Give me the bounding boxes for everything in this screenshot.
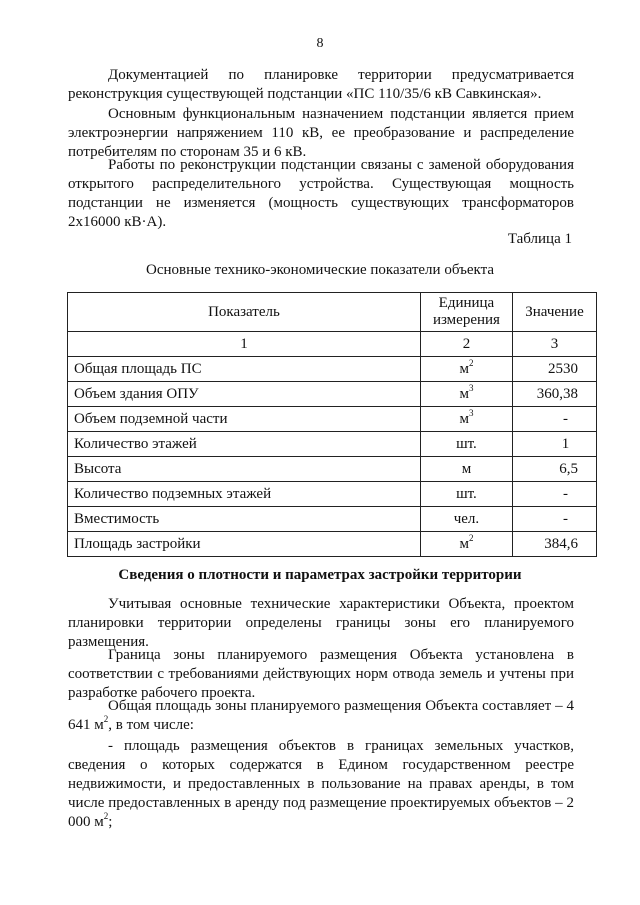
table-row xyxy=(68,457,597,482)
page-number: 8 xyxy=(316,36,324,51)
indicator-unit: $м^2$ xyxy=(420,532,512,557)
header-indicator: Показатель xyxy=(68,293,421,332)
indicator-value: - xyxy=(512,507,596,532)
table-row xyxy=(68,532,597,557)
table-label: Таблица 1 xyxy=(507,231,572,247)
indicator-name: Объем здания ОПУ xyxy=(68,382,421,407)
indicator-unit: чел. xyxy=(420,507,512,532)
indicator-unit: м xyxy=(420,457,512,482)
indicator-name: Общая площадь ПС xyxy=(68,357,421,382)
column-number: 1 xyxy=(68,332,421,357)
indicator-value: 1 xyxy=(512,432,596,457)
indicator-name: Площадь застройки xyxy=(68,532,421,557)
indicator-value: - xyxy=(512,407,596,432)
indicator-unit: $м^2$ xyxy=(420,357,512,382)
indicator-value: 2530 xyxy=(512,357,596,382)
indicator-name: Количество этажей xyxy=(68,432,421,457)
indicators-table xyxy=(67,292,597,557)
table-row xyxy=(68,507,597,532)
indicator-value: 384,6 xyxy=(512,532,596,557)
indicator-name: Количество подземных этажей xyxy=(68,482,421,507)
paragraph-3: Работы по реконструкции подстанции связаны с заменой оборудования открытого распределительного устройства. Существующая мощность подстанции не изменяется (мощность существующих трансформаторов 2х16000 кВ·А). xyxy=(68,157,574,230)
indicator-value: 6,5 xyxy=(512,457,596,482)
paragraph-6: Общая площадь зоны планируемого размещения Объекта составляет – 4 641 $м^2$, в том числе: xyxy=(68,698,574,733)
section-heading: Сведения о плотности и параметрах застройки территории xyxy=(118,567,522,583)
indicator-value: 360,38 xyxy=(512,382,596,407)
table-row xyxy=(68,407,597,432)
indicator-name: Вместимость xyxy=(68,507,421,532)
column-number: 2 xyxy=(420,332,512,357)
indicator-unit: шт. xyxy=(420,482,512,507)
paragraph-7: - площадь размещения объектов в границах земельных участков, сведения о которых содержатся в Едином государственном реестре недвижимости, и предоставленных в пользование на правах аренды, в том числе предоставленных в аренду под размещение проектируемых объектов – 2 000 $м^2$; xyxy=(68,738,574,830)
header-unit: Единица измерения xyxy=(420,293,512,332)
column-number-row xyxy=(68,332,597,357)
paragraph-1: Документацией по планировке территории предусматривается реконструкция существующей подстанции «ПС 110/35/6 кВ Савкинская». xyxy=(68,67,574,102)
indicator-unit: шт. xyxy=(420,432,512,457)
table-title: Основные технико-экономические показатели объекта xyxy=(146,262,494,278)
table-row xyxy=(68,432,597,457)
header-value: Значение xyxy=(512,293,596,332)
paragraph-2: Основным функциональным назначением подстанции является прием электроэнергии напряжением 110 кВ, ее преобразование и распределение потребителям по сторонам 35 и 6 кВ. xyxy=(68,106,574,160)
table-row xyxy=(68,382,597,407)
indicator-name: Высота xyxy=(68,457,421,482)
column-number: 3 xyxy=(512,332,596,357)
table-row xyxy=(68,482,597,507)
indicator-unit: $м^3$ xyxy=(420,407,512,432)
indicator-name: Объем подземной части xyxy=(68,407,421,432)
table-header-row xyxy=(68,293,597,332)
indicator-value: - xyxy=(512,482,596,507)
paragraph-4: Учитывая основные технические характеристики Объекта, проектом планировки территории определены границы зоны его планируемого размещения. xyxy=(68,596,574,650)
paragraph-5: Граница зоны планируемого размещения Объекта установлена в соответствии с требованиями действующих норм отвода земель и учтены при разработке рабочего проекта. xyxy=(68,647,574,701)
table-row xyxy=(68,357,597,382)
indicator-unit: $м^3$ xyxy=(420,382,512,407)
